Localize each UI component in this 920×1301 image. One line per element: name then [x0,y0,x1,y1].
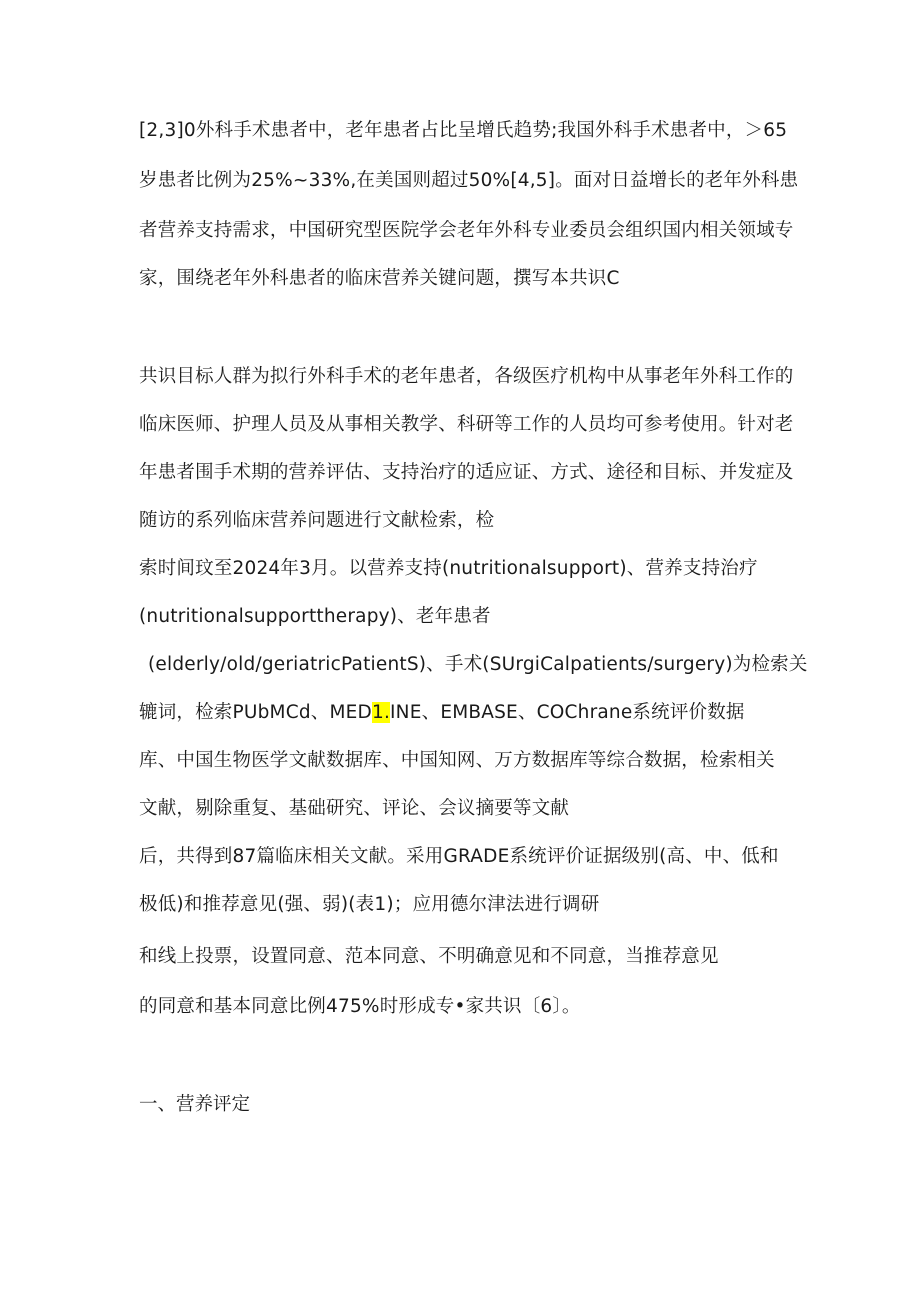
paragraph2-line5: 索时间玟至2024年3月。以营养支持(nutritionalsupport)、营养支持治疗 [139,558,758,579]
paragraph2-line6: (nutritionalsupporttherapy)、老年患者 [139,606,491,627]
paragraph2-line9: 库、中国生物医学文献数据库、中国知网、万方数据库等综合数据，检索相关 [139,750,775,771]
paragraph2-line14: 的同意和基本同意比例475%时形成专•家共识〔6〕。 [139,996,581,1017]
paragraph2-line13: 和线上投票，设置同意、范本同意、不明确意见和不同意，当推荐意见 [139,946,719,967]
paragraph2-line7: (elderly/old/geriatricPatientS)、手术(SUrgiCalpatients/surgery)为检索关 [148,654,808,675]
paragraph2-line1: 共识目标人群为拟行外科手术的老年患者，各级医疗机构中从事老年外科工作的 [139,366,794,387]
paragraph1-line4: 家，围绕老年外科患者的临床营养关键问题，撰写本共识C [139,268,620,289]
line8-post: INE、EMBASE、COChrane系统评价数据 [390,702,745,723]
paragraph2-line2: 临床医师、护理人员及从事相关教学、科研等工作的人员均可参考使用。针对老 [139,414,794,435]
paragraph2-line3: 年患者围手术期的营养评估、支持治疗的适应证、方式、途径和目标、并发症及 [139,462,794,483]
section-heading: 一、营养评定 [139,1094,251,1115]
paragraph2-line8 [139,700,745,726]
paragraph2-line4: 随访的系列临床营养问题进行文献检索，检 [139,510,495,531]
line8-pre: 辘词，检索PUbMCd、MED [139,702,372,723]
paragraph1-line1: [2,3]0外科手术患者中，老年患者占比呈增氏趋势;我国外科手术患者中，＞65 [139,120,788,141]
paragraph1-line2: 岁患者比例为25%~33%,在美国则超过50%[4,5]。面对日益增长的老年外科患 [139,170,799,191]
paragraph1-line3: 者营养支持需求，中国研究型医院学会老年外科专业委员会组织国内相关领域专 [139,220,794,241]
paragraph2-line11: 后，共得到87篇临床相关文献。采用GRADE系统评价证据级别(高、中、低和 [139,846,779,867]
paragraph2-line10: 文献，剔除重复、基础研究、评论、会议摘要等文献 [139,798,570,819]
paragraph2-line12: 极低)和推荐意见(强、弱)(表1)；应用德尔津法进行调研 [139,894,600,915]
highlighted-text: 1. [371,702,391,723]
